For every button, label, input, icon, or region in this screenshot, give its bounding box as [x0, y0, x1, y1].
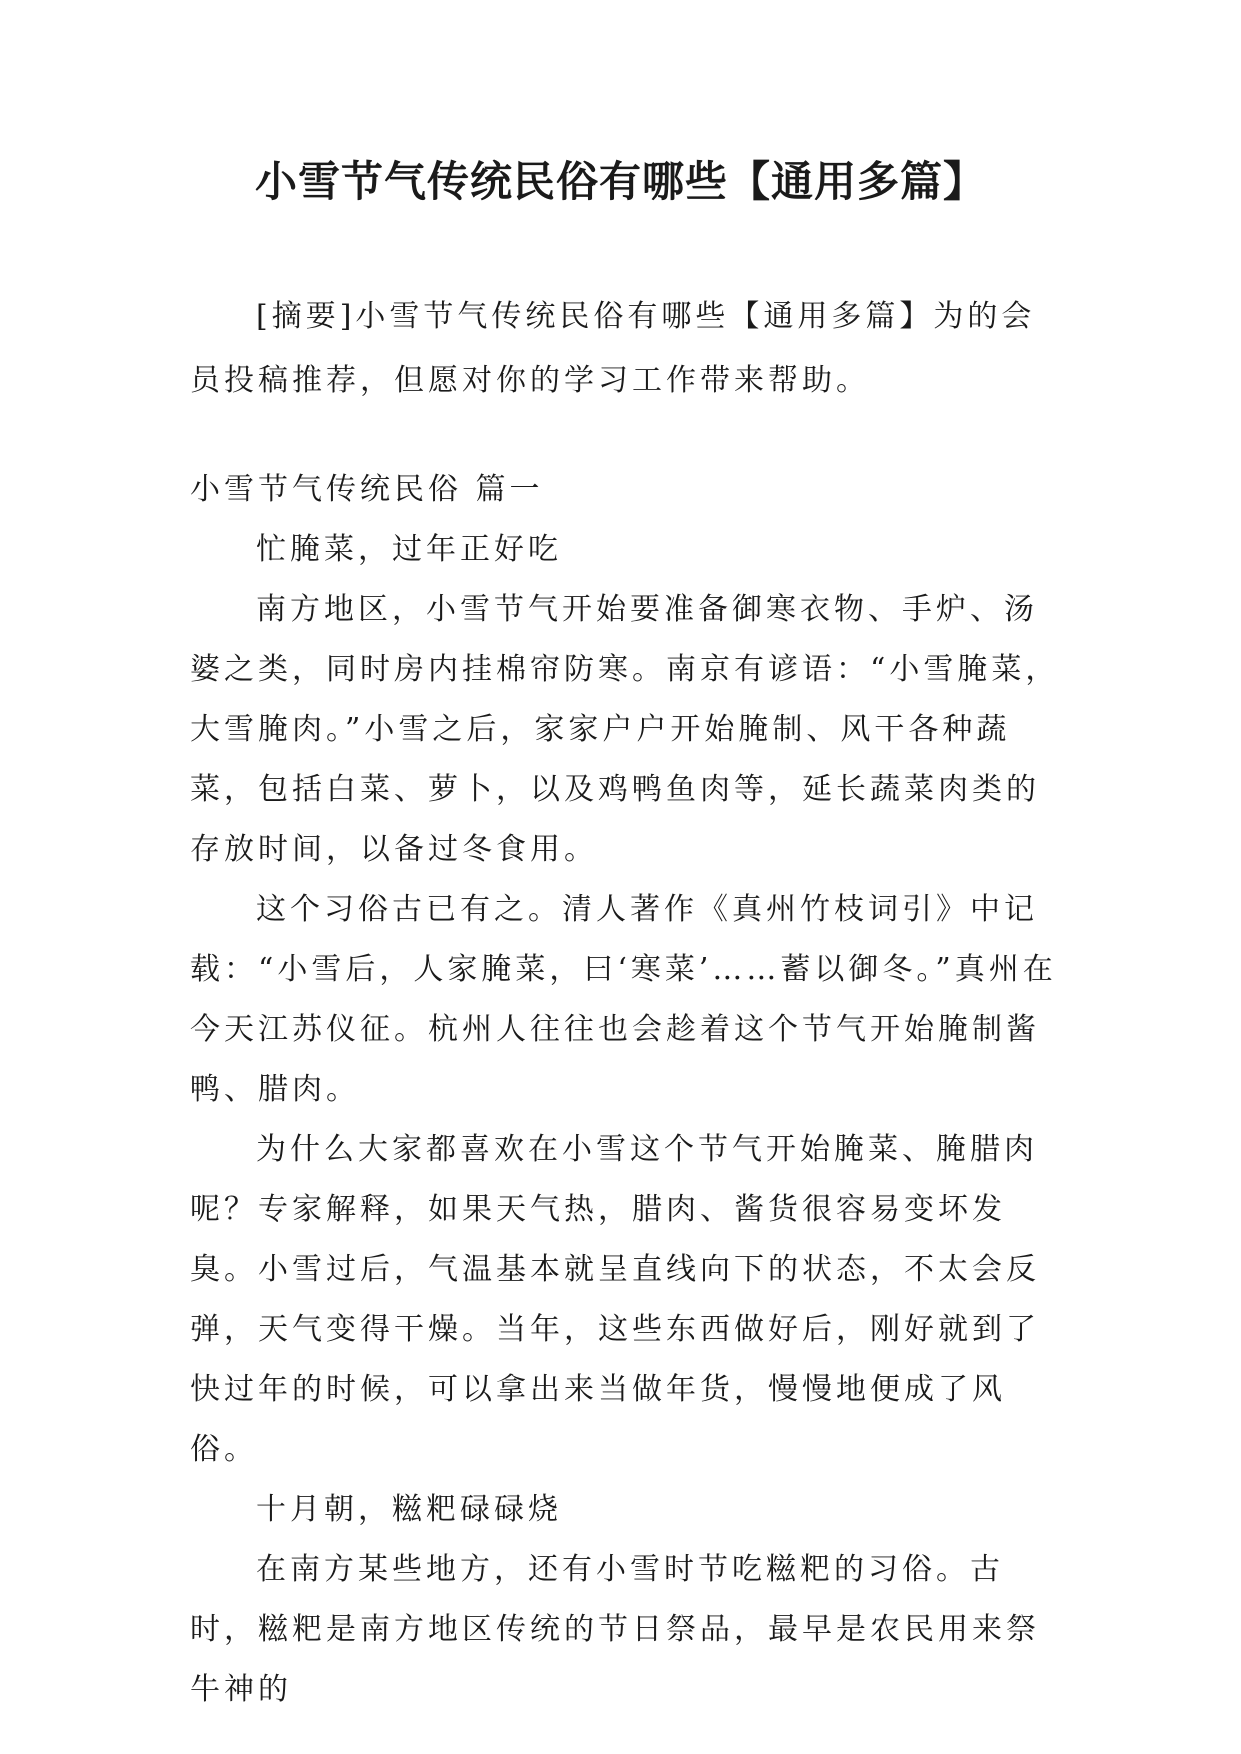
abstract-paragraph: [摘要]小雪节气传统民俗有哪些【通用多篇】为的会员投稿推荐，但愿对你的学习工作带来帮助。 — [190, 299, 1036, 398]
paragraph: 在南方某些地方，还有小雪时节吃糍粑的习俗。古时，糍粑是南方地区传统的节日祭品，最早是农民用来祭牛神的 — [190, 1552, 1040, 1707]
document-body — [190, 460, 1060, 1720]
document-title: 小雪节气传统民俗有哪些【通用多篇】 — [254, 157, 986, 206]
paragraph: 为什么大家都喜欢在小雪这个节气开始腌菜、腌腊肉呢？专家解释，如果天气热，腊肉、酱货很容易变坏发臭。小雪过后，气温基本就呈直线向下的状态，不太会反弹，天气变得干燥。当年，这些东西做好后，刚好就到了快过年的时候，可以拿出来当做年货，慢慢地便成了风俗。 — [190, 1132, 1040, 1467]
subheading-pickling: 忙腌菜，过年正好吃 — [256, 532, 562, 567]
paragraph: 南方地区，小雪节气开始要准备御寒衣物、手炉、汤婆之类，同时房内挂棉帘防寒。南京有谚语：“小雪腌菜，大雪腌肉。”小雪之后，家家户户开始腌制、风干各种蔬菜，包括白菜、萝卜，以及鸡鸭鱼肉等，延长蔬菜肉类的存放时间，以备过冬食用。 — [190, 592, 1060, 867]
section-heading: 小雪节气传统民俗 篇一 — [190, 472, 544, 507]
paragraph: 这个习俗古已有之。清人著作《真州竹枝词引》中记载：“小雪后，人家腌菜，曰‘寒菜’……蓄以御冬。”真州在今天江苏仪征。杭州人往往也会趁着这个节气开始腌制酱鸭、腊肉。 — [190, 892, 1057, 1107]
subheading-ciba: 十月朝，糍粑碌碌烧 — [256, 1492, 562, 1527]
